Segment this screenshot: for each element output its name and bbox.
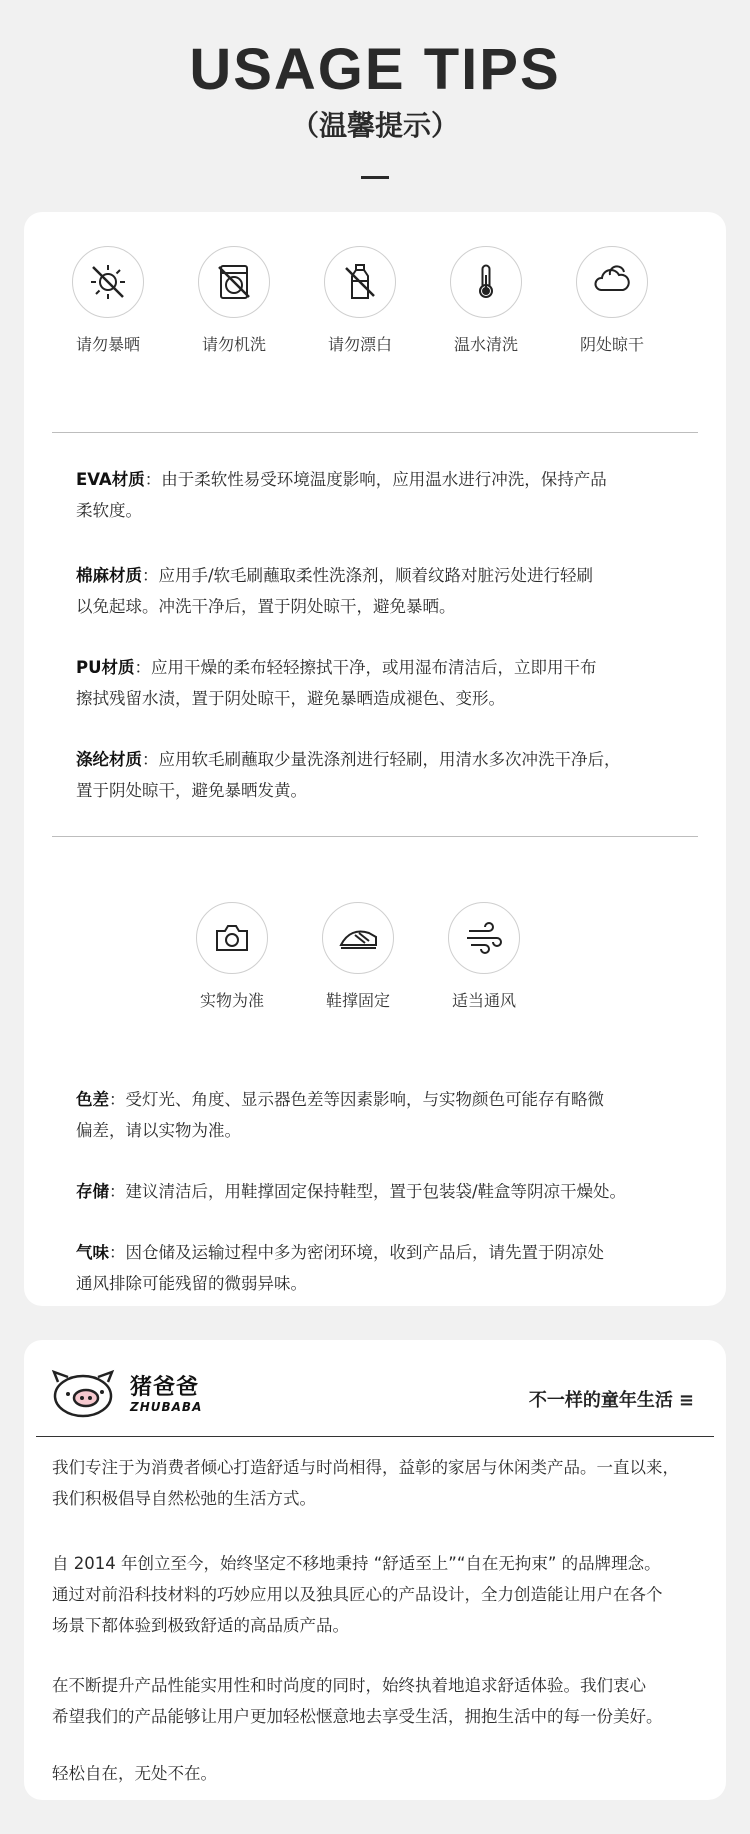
care-label: 阴处晾干 (579, 335, 644, 354)
notice-name: 色差 (76, 1090, 109, 1109)
material-pu (76, 652, 696, 714)
no-machine-wash-icon (198, 246, 270, 318)
material-text: ：应用干燥的柔布轻轻擦拭干净，或用湿布清洁后，立即用干布 (134, 658, 597, 677)
notice-label: 适当通风 (451, 991, 516, 1010)
notice-color-difference (76, 1084, 696, 1146)
material-text-2: 置于阴处晾干，避免暴晒发黄。 (76, 781, 307, 800)
notice-storage (76, 1176, 696, 1207)
cloud-icon (576, 246, 648, 318)
material-text: ：由于柔软性易受环境温度影响，应用温水进行冲洗，保持产品 (144, 470, 607, 489)
care-item-no-bleach (300, 246, 420, 355)
about-line: 在不断提升产品性能实用性和时尚度的同时，始终执着地追求舒适体验。我们衷心 (52, 1676, 646, 1695)
material-text: ：应用软毛刷蘸取少量洗涤剂进行轻刷，用清水多次冲洗干净后， (142, 750, 621, 769)
about-paragraph-3 (52, 1670, 702, 1732)
brand-name: 猪爸爸 (130, 1375, 200, 1400)
care-item-no-sun (48, 246, 168, 355)
about-line: 轻松自在，无处不在。 (52, 1764, 217, 1783)
care-label: 请勿漂白 (327, 335, 392, 354)
notice-text: ：受灯光、角度、显示器色差等因素影响，与实物颜色可能存有略微 (109, 1090, 604, 1109)
care-item-no-machine-wash (174, 246, 294, 355)
care-item-shade-dry (552, 246, 672, 355)
notice-text-2: 偏差，请以实物为准。 (76, 1121, 241, 1140)
about-paragraph-4 (52, 1758, 702, 1789)
brand-slogan (529, 1386, 694, 1412)
notice-text: ：建议清洁后，用鞋撑固定保持鞋型，置于包装袋/鞋盒等阴凉干燥处。 (109, 1182, 627, 1201)
no-bleach-icon (324, 246, 396, 318)
no-sun-icon (72, 246, 144, 318)
slogan-text: 不一样的童年生活 (528, 1390, 673, 1411)
notice-label: 鞋撑固定 (325, 991, 390, 1010)
notice-item-actual-product (172, 902, 292, 1011)
notice-text: ：因仓储及运输过程中多为密闭环境，收到产品后，请先置于阴凉处 (109, 1243, 604, 1262)
material-name: PU材质 (76, 658, 135, 677)
material-name: 棉麻材质 (76, 566, 142, 585)
about-line: 我们积极倡导自然松弛的生活方式。 (52, 1489, 316, 1508)
about-line: 希望我们的产品能够让用户更加轻松惬意地去享受生活，拥抱生活中的每一份美好。 (52, 1707, 663, 1726)
about-line: 通过对前沿科技材料的巧妙应用以及独具匠心的产品设计，全力创造能让用户在各个 (52, 1585, 663, 1604)
notice-item-shoe-tree (298, 902, 418, 1011)
thermometer-icon (450, 246, 522, 318)
page-title: USAGE TIPS (189, 37, 561, 102)
shoe-tree-icon (322, 902, 394, 974)
material-polyester (76, 744, 696, 806)
pig-face-icon (50, 1368, 116, 1420)
care-label: 请勿机洗 (201, 335, 266, 354)
about-paragraph-2 (52, 1548, 702, 1641)
wind-icon (448, 902, 520, 974)
care-label: 温水清洗 (453, 335, 518, 354)
care-label: 请勿暴晒 (75, 335, 140, 354)
section-divider (52, 432, 698, 433)
notice-text-2: 通风排除可能残留的微弱异味。 (76, 1274, 307, 1293)
usage-tips-card (24, 212, 726, 1306)
material-cotton-linen (76, 560, 696, 622)
about-line: 我们专注于为消费者倾心打造舒适与时尚相得，益彰的家居与休闲类产品。一直以来， (52, 1458, 679, 1477)
section-divider (52, 836, 698, 837)
material-text-2: 柔软度。 (76, 501, 142, 520)
page-subtitle: （温馨提示） (290, 109, 459, 142)
material-text-2: 擦拭残留水渍，置于阴处晾干，避免暴晒造成褪色、变形。 (76, 689, 505, 708)
material-text-2: 以免起球。冲洗干净后，置于阴处晾干，避免暴晒。 (76, 597, 456, 616)
notice-name: 气味 (76, 1243, 109, 1262)
brand-latin: ZHUBABA (130, 1400, 203, 1414)
about-line: 场景下都体验到极致舒适的高品质产品。 (52, 1616, 349, 1635)
material-text: ：应用手/软毛刷蘸取柔性洗涤剂，顺着纹路对脏污处进行轻刷 (142, 566, 594, 585)
title-dash (361, 176, 389, 179)
notice-item-ventilation (424, 902, 544, 1011)
camera-icon (196, 902, 268, 974)
material-name: EVA材质 (76, 470, 145, 489)
page-header (0, 0, 750, 200)
notice-label: 实物为准 (199, 991, 264, 1010)
notice-odor (76, 1237, 696, 1299)
care-item-warm-wash (426, 246, 546, 355)
brand-bar (36, 1362, 714, 1437)
material-name: 涤纶材质 (76, 750, 142, 769)
material-eva (76, 464, 696, 526)
menu-icon[interactable]: ≡ (678, 1390, 694, 1411)
notice-name: 存储 (76, 1182, 109, 1201)
about-paragraph-1 (52, 1452, 702, 1514)
about-line: 自 2014 年创立至今，始终坚定不移地秉持 “舒适至上”“自在无拘束” 的品牌理念。 (52, 1554, 661, 1573)
brand-card (24, 1340, 726, 1800)
